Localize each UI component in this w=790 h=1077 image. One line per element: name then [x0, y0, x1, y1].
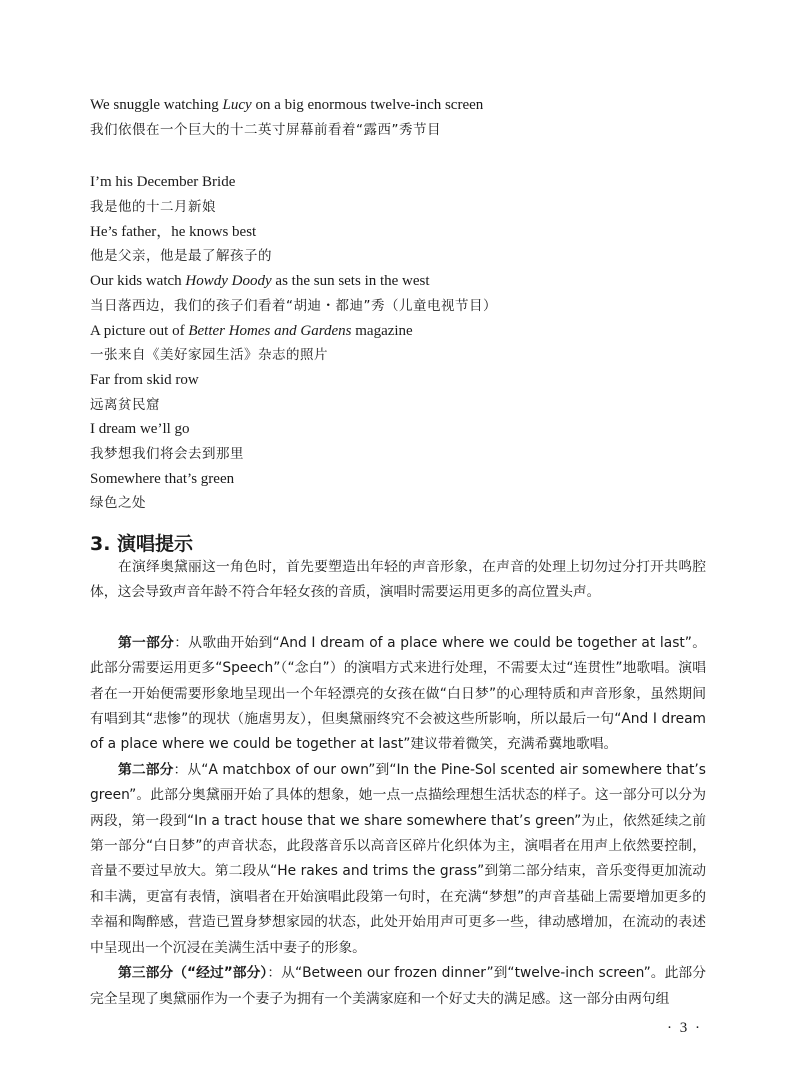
lyric-line-en: Somewhere that’s green: [90, 470, 235, 487]
lyric-line-zh: 我是他的十二月新娘: [90, 199, 216, 216]
lyric-line-zh: 我们依偎在一个巨大的十二英寸屏幕前看着“露西”秀节目: [90, 121, 441, 138]
lyric-text: Our kids watch: [90, 273, 186, 290]
lyric-text: as the sun sets in the west: [271, 273, 430, 290]
part1-paragraph: [90, 631, 706, 758]
part3-lead: 第三部分（“经过”部分）: [118, 965, 268, 982]
lyric-line-zh: 当日落西边，我们的孩子们看着“胡迪・都迪”秀（儿童电视节目）: [90, 297, 497, 314]
lyric-stanza-1: [90, 93, 730, 142]
lyric-line-zh: 一张来自《美好家园生活》杂志的照片: [90, 347, 328, 364]
part1-lead: 第一部分: [118, 634, 175, 651]
lyric-line-en: Far from skid row: [90, 371, 199, 388]
section-heading: 3. 演唱提示: [90, 533, 194, 555]
part2-text: ：从“A matchbox of our own”到“In the Pine-Sol scented air somewhere that’s green”。此部分奥黛丽开始了具体的想象，她一点一点描绘理想生活状态的样子。这一部分可以分为两段，第一段到“In a tract house that we share somewhere that’s green”为止，依然延续之前第一部分“白日梦”的声音状态，此段落音乐以高音区碎片化织体为主，演唱者在用声上依然要控制，音量不要过早放大。第二段从“He rakes and trims the grass”到第二部分结束，音乐变得更加流动和丰满，更富有表情，演唱者在开始演唱此段第一句时，在充满“梦想”的声音基础上需要增加更多的幸福和陶醉感，营造已置身梦想家园的状态，此处开始用声可更多一些，律动感增加，在流动的表述中呈现出一个沉浸在美满生活中妻子的形象。: [90, 761, 706, 956]
stanza-gap: [90, 142, 730, 170]
page-number: · 3 ·: [667, 1020, 702, 1036]
lyric-line-zh: 他是父亲，他是最了解孩子的: [90, 248, 272, 265]
lyrics-block: [90, 93, 730, 516]
part3-text: ：从“Between our frozen dinner”到“twelve-inch screen”。此部分完全呈现了奥黛丽作为一个妻子为拥有一个美满家庭和一个好丈夫的满足感。这一部分由两句组: [90, 965, 706, 1007]
lyric-line-en: [90, 319, 730, 344]
lyric-line-zh: 我梦想我们将会去到那里: [90, 445, 244, 462]
show-title-howdy-doody: Howdy Doody: [185, 273, 272, 290]
part3-paragraph: [90, 961, 706, 1012]
lyric-line-en: I’m his December Bride: [90, 174, 236, 191]
magazine-title: Better Homes and Gardens: [188, 322, 352, 339]
lyric-text: magazine: [351, 322, 413, 339]
lyric-text: on a big enormous twelve-inch screen: [251, 97, 484, 113]
part2-paragraph: [90, 758, 706, 961]
singing-tips-body: [90, 555, 706, 1012]
lyric-line-zh: 远离贫民窟: [90, 396, 160, 413]
lyric-line-en: [90, 269, 730, 294]
intro-paragraph: 在演绎奥黛丽这一角色时，首先要塑造出年轻的声音形象，在声音的处理上切勿过分打开共鸣腔体，这会导致声音年龄不符合年轻女孩的音质，演唱时需要运用更多的高位置头声。: [90, 559, 706, 601]
show-title-lucy: Lucy: [222, 97, 252, 113]
lyric-line-en: [90, 93, 730, 118]
lyric-stanza-2: [90, 170, 730, 516]
lyric-text: A picture out of: [90, 322, 189, 339]
lyric-line-zh: 绿色之处: [90, 495, 146, 512]
lyric-line-en: He’s father，he knows best: [90, 223, 257, 240]
part1-text: ：从歌曲开始到“And I dream of a place where we could be together at last”。此部分需要运用更多“Speech”（“念白”）的演唱方式来进行处理，不需要太过“连贯性”地歌唱。演唱者在一开始便需要形象地呈现出一个年轻漂亮的女孩在做“白日梦”的心理特质和声音形象，虽然期间有唱到其“悲惨”的现状（施虐男友），但奥黛丽终究不会被这些所影响，所以最后一句“And I dream of a place where we could be together at last”建议带着微笑，充满希冀地歌唱。: [90, 634, 707, 753]
part2-lead: 第二部分: [118, 761, 174, 778]
lyric-text: We snuggle watching: [90, 97, 223, 113]
lyric-line-en: I dream we’ll go: [90, 421, 190, 438]
